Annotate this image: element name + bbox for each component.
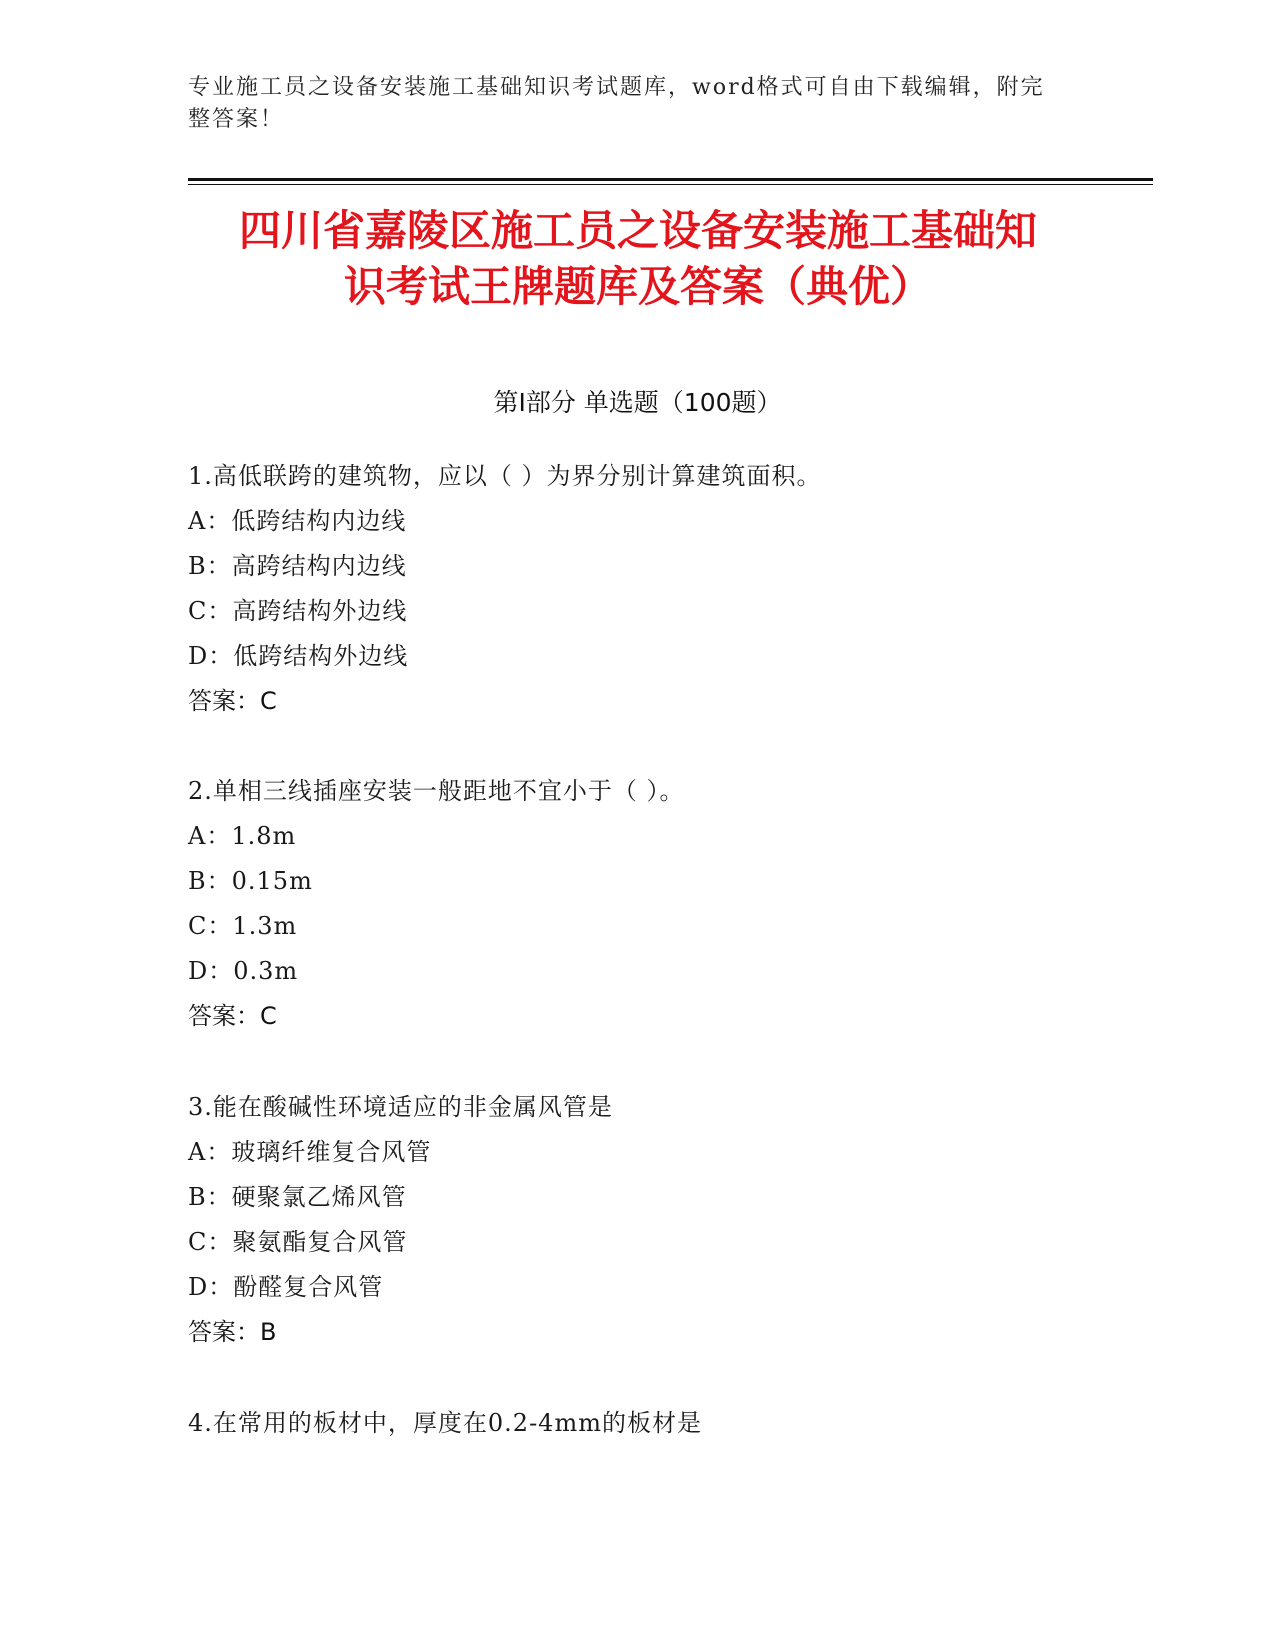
option-c: C：高跨结构外边线 [188,597,408,625]
answer: 答案：C [188,687,277,715]
question-3 [188,1085,1088,1355]
question-stem: 2.单相三线插座安装一般距地不宜小于（ ）。 [188,777,685,805]
question-4 [188,1401,1088,1446]
section-heading: 第Ⅰ部分 单选题（100题） [493,388,782,417]
option-d: D：酚醛复合风管 [188,1273,384,1301]
option-b: B：高跨结构内边线 [188,552,407,580]
question-stem: 3.能在酸碱性环境适应的非金属风管是 [188,1093,613,1121]
option-a: A：玻璃纤维复合风管 [188,1138,432,1166]
option-a: A：1.8m [188,822,297,850]
header-divider-thick [188,178,1153,181]
document-title [188,203,1088,315]
option-d: D：0.3m [188,957,299,985]
answer: 答案：C [188,1002,277,1030]
document-title-line-2: 识考试王牌题库及答案（典优） [343,262,932,311]
header-note [188,72,1068,136]
header-note-line-1: 专业施工员之设备安装施工基础知识考试题库，word格式可自由下载编辑，附完 [188,75,1045,100]
option-b: B：0.15m [188,867,313,895]
document-title-line-1: 四川省嘉陵区施工员之设备安装施工基础知 [238,206,1037,255]
option-c: C：聚氨酯复合风管 [188,1228,408,1256]
option-b: B：硬聚氯乙烯风管 [188,1183,407,1211]
question-stem: 1.高低联跨的建筑物，应以（ ）为界分别计算建筑面积。 [188,462,822,490]
question-1 [188,454,1088,724]
option-c: C：1.3m [188,912,298,940]
question-stem: 4.在常用的板材中，厚度在0.2-4mm的板材是 [188,1409,702,1437]
header-note-line-2: 整答案！ [188,107,285,132]
header-divider-thin [188,184,1153,185]
answer: 答案：B [188,1318,277,1346]
question-2 [188,769,1088,1039]
option-d: D：低跨结构外边线 [188,642,409,670]
option-a: A：低跨结构内边线 [188,507,407,535]
